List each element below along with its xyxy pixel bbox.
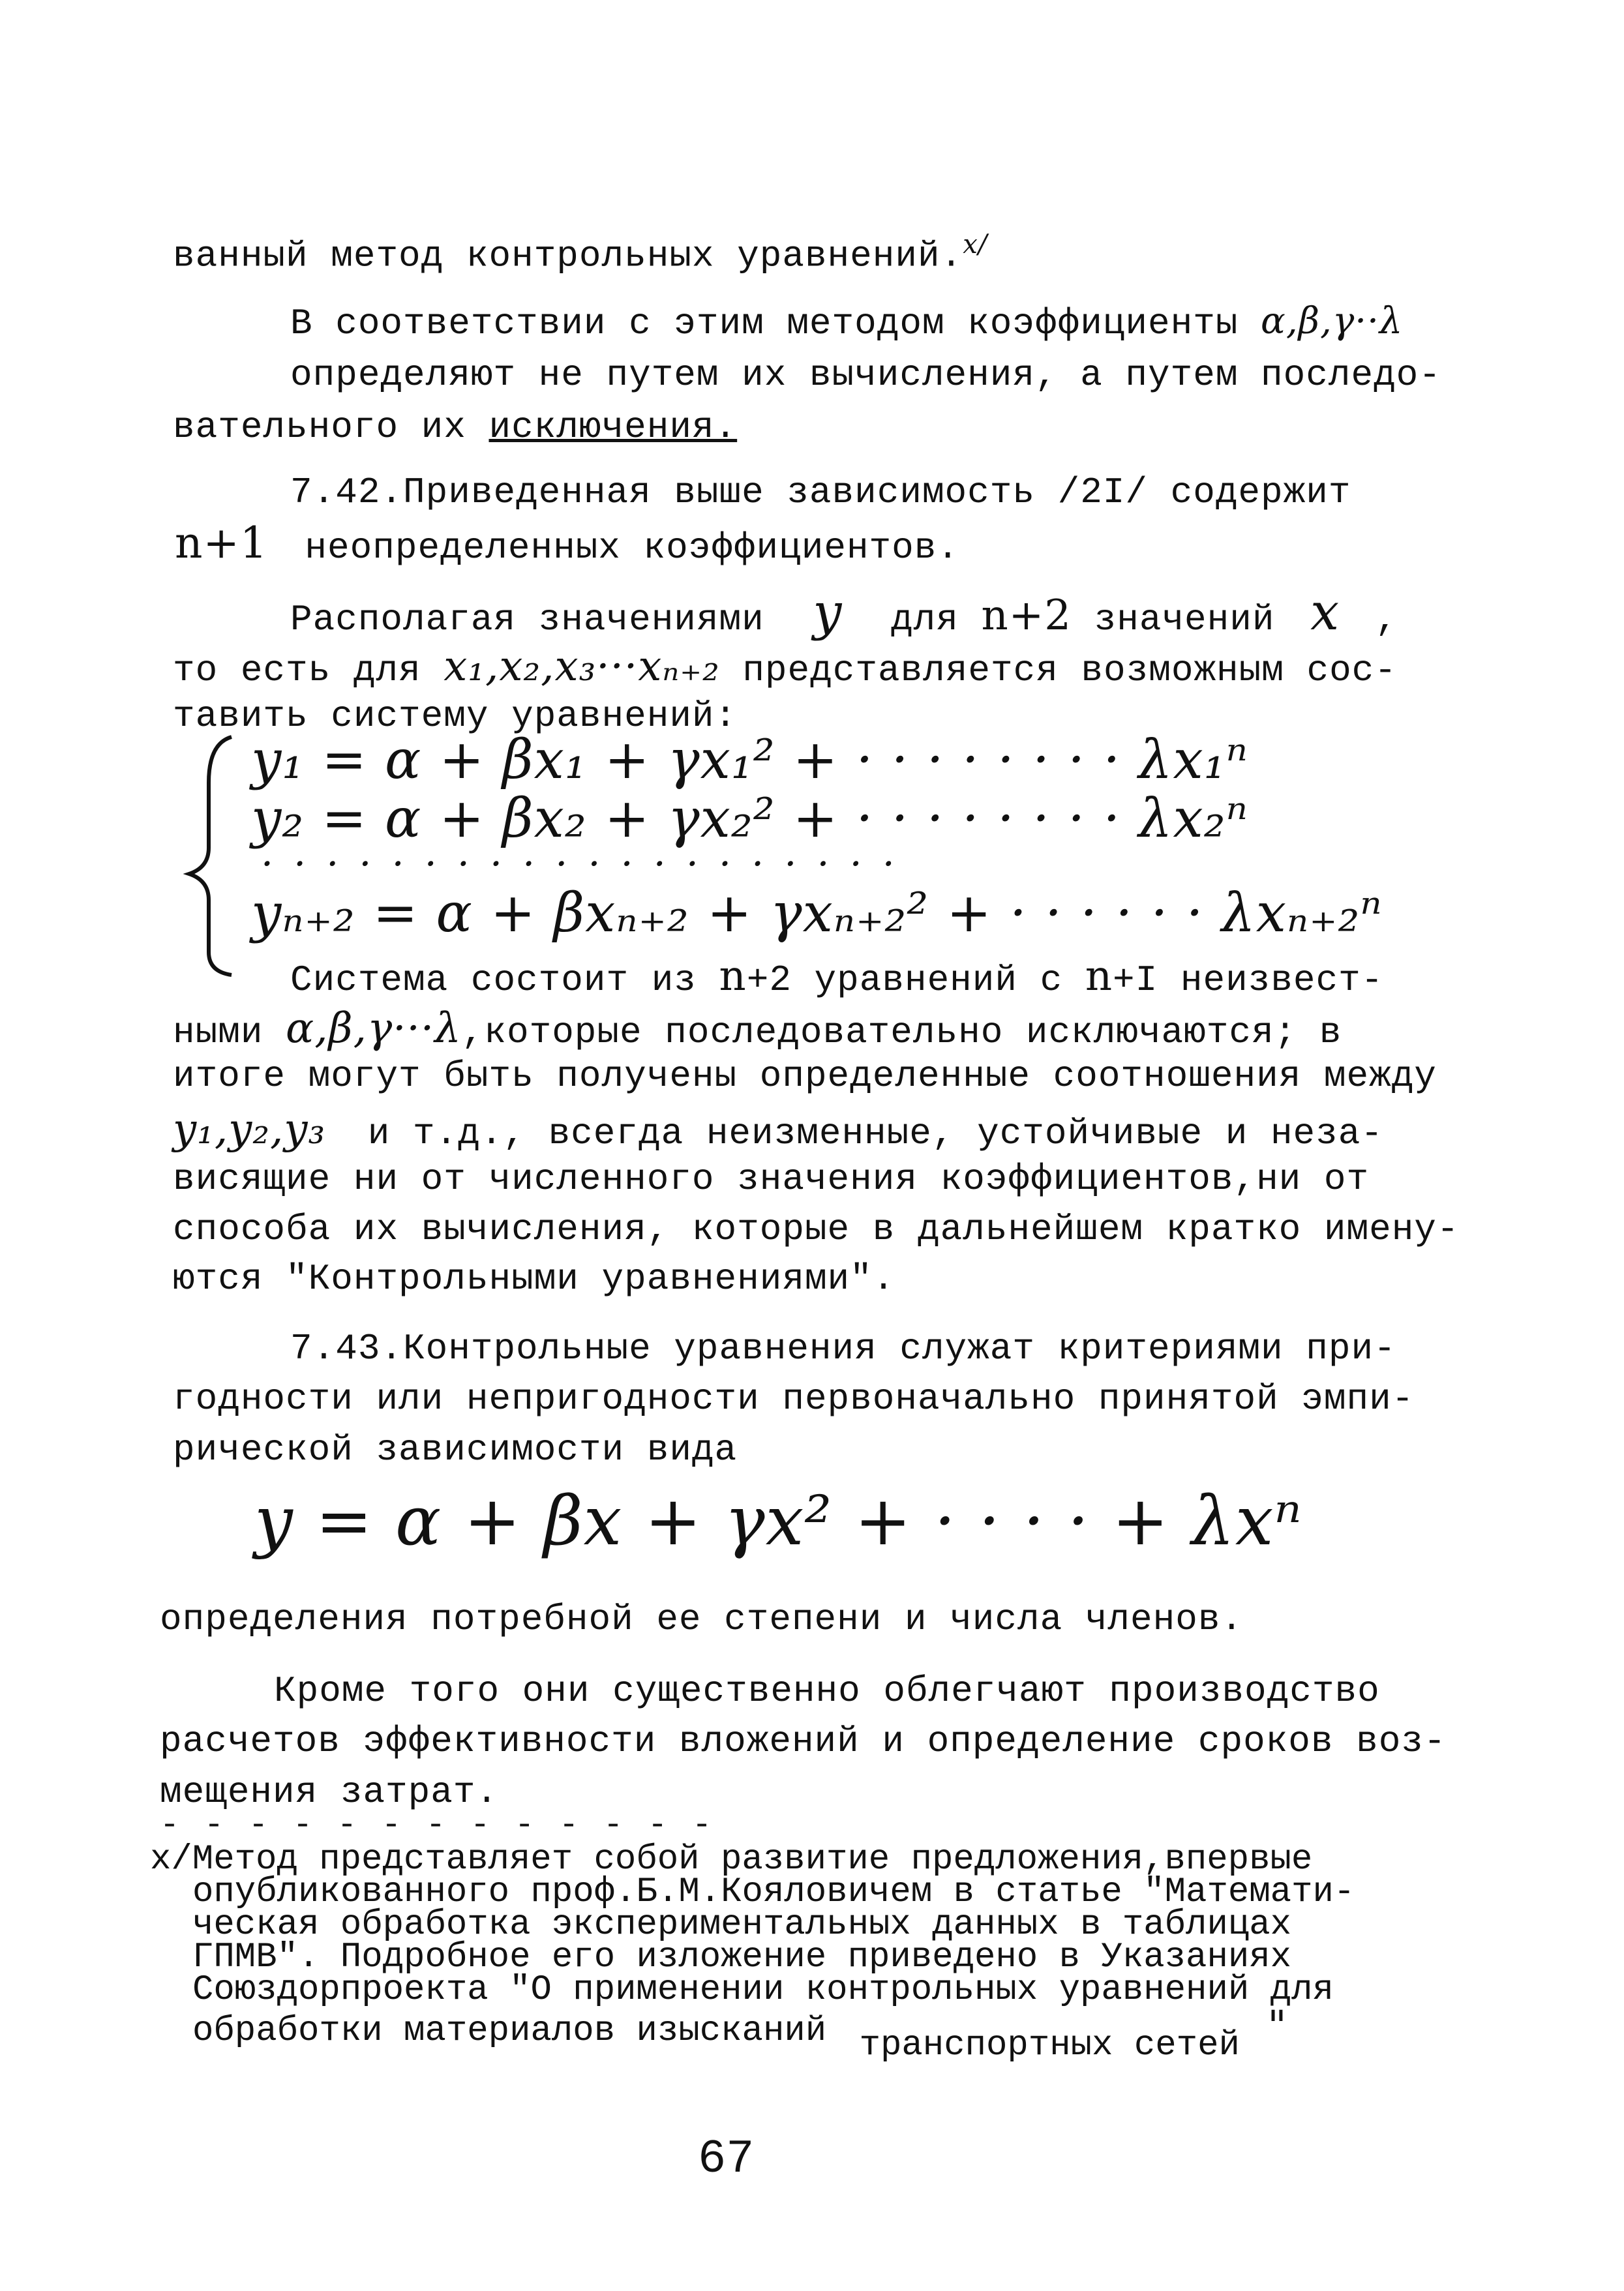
x-symbol: x [1310,583,1340,642]
text: транспортных сетей [859,2026,1240,2065]
text: то есть для [173,650,421,691]
body-line: висящие ни от численного значения коэффициентов,ни от [173,1158,1370,1200]
footnote-line: ГПМВ". Подробное его изложение приведено в Указаниях [192,1938,1292,1977]
body-line: годности или непригодности первоначально принятой эмпи- [173,1378,1415,1420]
coefficient-list: α,β,γ··λ [1261,300,1404,342]
empirical-equation: y = α + βx + γx² + · · · · + λxⁿ [254,1481,1302,1561]
footnote-line [192,2002,1287,2065]
footnote-line: x/Метод представляет собой развитие предложения,впервые [150,1840,1313,1879]
y-symbol: y [813,583,843,642]
text: Система состоит из [290,959,697,1001]
text: представляется возможным сос- [742,650,1397,691]
closing-quote: " [1267,2002,1287,2050]
body-line [173,1004,1342,1053]
n-plus-one: n+1 [175,518,268,568]
body-line: рической зависимости вида [173,1429,738,1471]
body-line: расчетов эффективности вложений и определение сроков воз- [160,1720,1447,1762]
footnote-line: Союздорпроекта "О применении контрольных уравнений для [192,1970,1334,2010]
text: обработки материалов изысканий [192,2011,827,2051]
body-line: 7.42.Приведенная выше зависимость /2I/ содержит [290,472,1351,513]
text: вательного их [173,406,489,448]
footnote-line: опубликованного проф.Б.М.Кояловичем в статье "Математи- [192,1872,1355,1912]
footnote-separator: - - - - - - - - - - - - - [160,1807,715,1844]
page-number: 67 [698,2133,755,2186]
body-line: итоге могут быть получены определенные соотношения между [173,1055,1437,1097]
text: +2 уравнений с [746,959,1063,1001]
text: неопределенных коэффициентов. [305,527,959,569]
body-line: мещения затрат. [160,1771,499,1813]
n-symbol: n [719,952,747,1000]
footnote-ref: x/ [963,230,988,260]
text: для [891,599,959,640]
text: +I неизвест- [1113,959,1384,1001]
text: Располагая значениями [290,599,764,640]
footnote-line: ческая обработка экспериментальных данных в таблицах [192,1905,1292,1945]
text: ными [173,1011,263,1053]
body-line: Кроме того они существенно облегчают производство [274,1670,1380,1712]
n-plus-two: n+2 [981,591,1072,640]
system-dots: · · · · · · · · · · · · · · · · · · · · [261,841,899,887]
text: ванный метод контрольных уравнений. [173,235,963,277]
body-line: ются "Контрольными уравнениями". [173,1258,895,1300]
system-equation: yₙ₊₂ = α + βxₙ₊₂ + γxₙ₊₂² + · · · · · · λxₙ₊₂ⁿ [251,882,1383,944]
text: значений [1094,599,1275,640]
body-line: тавить систему уравнений: [173,695,738,737]
text: ,которые последовательно исключаются; в [461,1011,1342,1053]
text: и т.д., всегда неизменные, устойчивые и неза- [367,1113,1383,1154]
body-line: определения потребной ее степени и числа членов. [160,1598,1244,1640]
text: В соответствии с этим методом коэффициенты [290,303,1239,344]
x-sequence: x₁,x₂,x₃···xₙ₊₂ [444,642,720,691]
text: , [1375,599,1398,640]
system-equation: y₂ = α + βx₂ + γx₂² + · · · · · · · · λx₂ⁿ [251,788,1248,850]
body-line: способа их вычисления, которые в дальнейшем кратко имену- [173,1208,1460,1250]
system-brace [189,737,232,975]
body-line: 7.43.Контрольные уравнения служат критериями при- [290,1328,1396,1370]
body-line: определяют не путем их вычисления, а путем последо- [290,354,1441,396]
n-symbol: n [1085,952,1113,1000]
body-line [290,952,1384,1001]
underlined-text: исключения. [489,406,738,448]
y-sequence: y₁,y₂,y₃ [173,1105,326,1154]
system-equation: y₁ = α + βx₁ + γx₁² + · · · · · · · · λx₁ⁿ [251,729,1248,791]
body-line [173,1105,1383,1154]
coefficient-list: α,β,γ···λ [286,1004,462,1053]
